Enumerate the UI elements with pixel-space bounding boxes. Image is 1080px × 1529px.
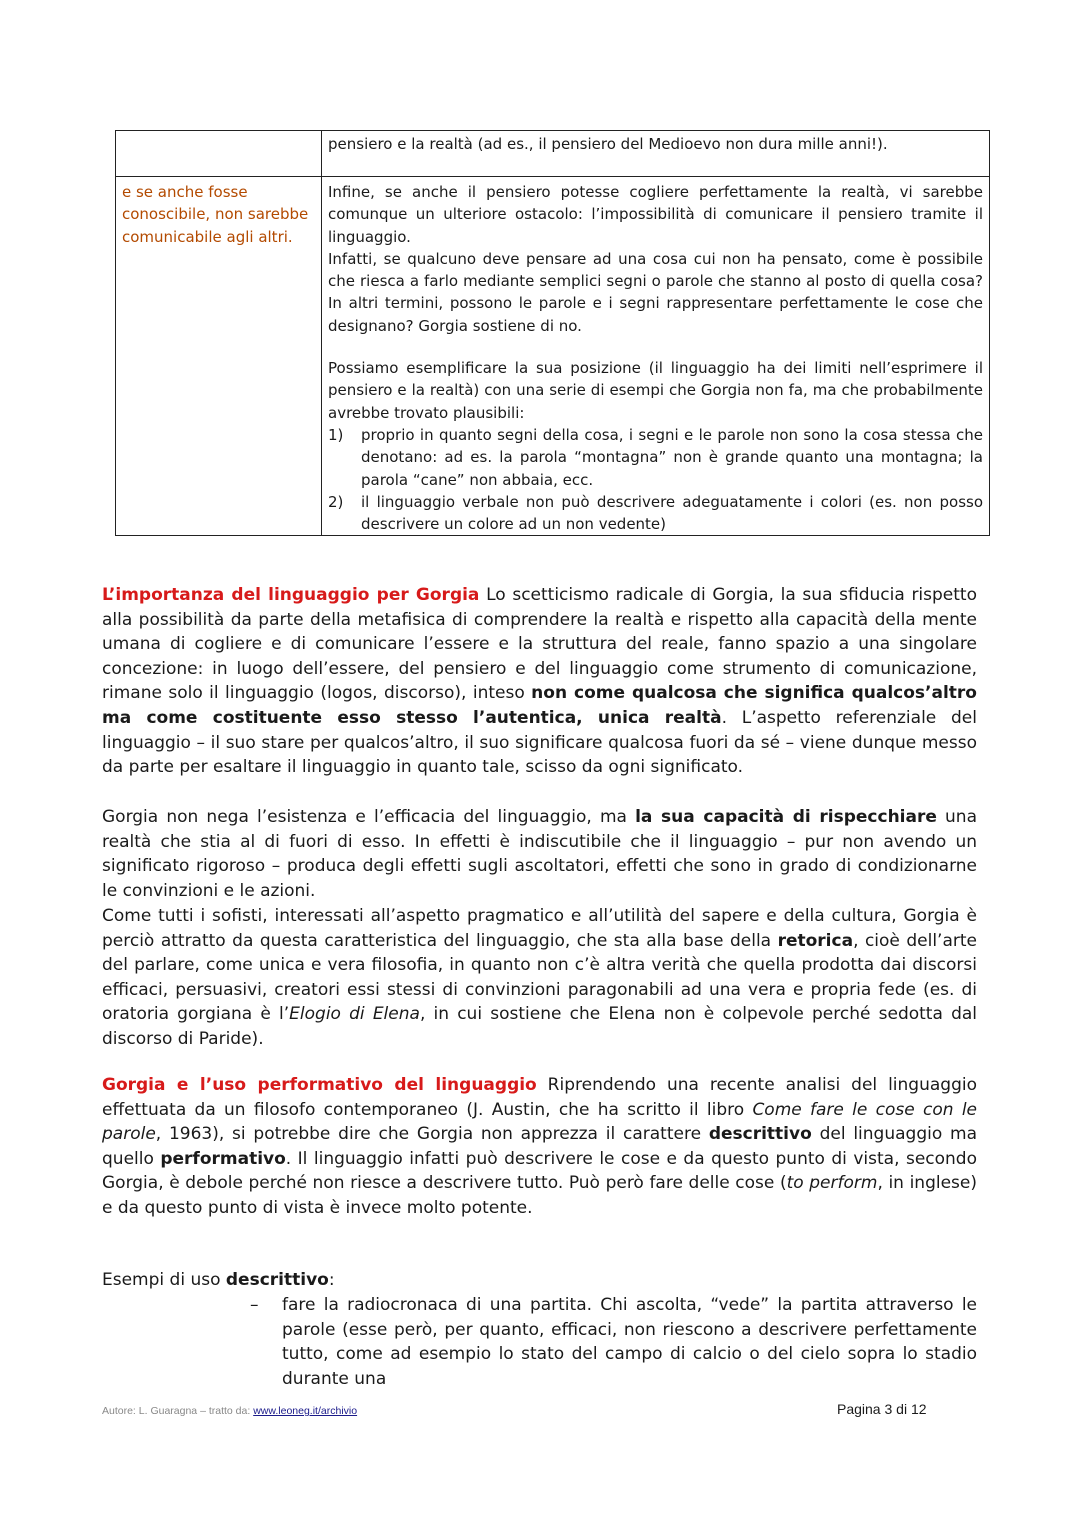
text-run: , in inglese) e da questo punto di vista è invece molto potente.	[102, 1173, 977, 1218]
italic-run: Come fare le cose con le parole	[102, 1099, 977, 1145]
numbered-list	[328, 424, 983, 535]
list-number: 1)	[328, 425, 344, 444]
cell-label: e se anche fosse conoscibile, non sarebbe comunicabile agli altri.	[122, 183, 309, 246]
text-run: una realtà che stia al di fuori di esso. In effetti è indiscutibile che il linguaggio – pur non avendo un significato rigoroso – produca degli effetti sugli ascoltatori, effetti che sono in grado di condizionarne le convinzioni e le azioni.	[102, 807, 977, 901]
table-row	[116, 131, 990, 177]
bullet-item: fare la radiocronaca di una partita. Chi ascolta, “vede” la partita attraverso le parole (esse però, per quanto, efficaci, non riescono a descrivere perfettamente tutto, come ad esempio lo stato del campo di calcio o del cielo sopra lo stadio durante una	[282, 1295, 977, 1389]
cell-text: pensiero e la realtà (ad es., il pensiero del Medioevo non dura mille anni!).	[328, 135, 888, 153]
table-cell-left-empty	[116, 131, 322, 177]
content-table	[115, 130, 990, 536]
text-run: , 1963), si potrebbe dire che Gorgia non apprezza il carattere	[155, 1124, 709, 1145]
bullet-dash: –	[250, 1295, 259, 1315]
bold-run: non come qualcosa che significa qualcos’altro ma come costituente esso stesso l’autentica, unica realtà	[102, 683, 977, 728]
bold-run: descrittivo	[225, 1270, 329, 1290]
text-run: :	[328, 1270, 335, 1290]
footer-author-text: Autore: L. Guaragna – tratto da:	[102, 1405, 254, 1417]
page-number: Pagina 3 di 12	[837, 1401, 927, 1417]
paragraph-importanza	[102, 583, 977, 780]
cell-paragraph: Possiamo esemplificare la sua posizione (il linguaggio ha dei limiti nell’esprimere il pensiero e la realtà) con una serie di esempi che Gorgia non fa, ma che probabilmente avrebbe trovato plausibili:	[328, 359, 983, 422]
footer-link[interactable]: www.leoneg.it/archivio	[253, 1405, 358, 1417]
italic-run: to perform	[786, 1173, 878, 1194]
list-item	[328, 424, 983, 491]
bold-run: descrittivo	[708, 1124, 812, 1145]
table-row	[116, 177, 990, 536]
bold-run: retorica	[777, 930, 854, 951]
text-run: Gorgia non nega l’esistenza e l’efficacia del linguaggio, ma	[102, 807, 636, 827]
text-run: , cioè dell’arte del parlare, come unica e vera filosofia, in quanto non c’è altra verità che quella prodotta dai discorsi efficaci, persuasivi, creatori essi stessi di convinzioni paragonabili ad una vera e propria fede (es. di oratoria gorgiana è l’	[102, 930, 977, 1025]
list-item	[328, 491, 983, 536]
text-run: . Il linguaggio infatti può descrivere le cose e da questo punto di vista, secondo Gorgia, è debole perché non riesce a descrivere tutto. Può però fare delle cose (	[102, 1148, 977, 1194]
text-run: Lo scetticismo radicale di Gorgia, la sua sfiducia rispetto alla possibilità da parte della metafisica di comprendere la realtà e rispetto alla capacità della mente umana di cogliere e di comunicare l’essere e la struttura del reale, fanno spazio a una singolare concezione: in luogo dell’essere, del pensiero e del linguaggio come strumento di comunicazione, rimane solo il linguaggio (logos, discorso), inteso	[102, 585, 977, 704]
italic-run: Elogio di Elena	[289, 1004, 420, 1025]
text-run: . L’aspetto referenziale del linguaggio – il suo stare per qualcos’altro, il suo significare qualcosa fuori da sé – viene dunque messo da parte per esaltare il linguaggio in quanto tale, scisso da ogni significato.	[102, 707, 977, 778]
section-heading: Gorgia e l’uso performativo del linguaggio	[102, 1075, 537, 1095]
table-cell-left	[116, 177, 322, 536]
text-run: del linguaggio ma quello	[102, 1124, 977, 1169]
bold-run: performativo	[160, 1148, 286, 1169]
text-run: Come tutti i sofisti, interessati all’aspetto pragmatico e all’utilità del sapere e della cultura, Gorgia è perciò attratto da questa caratteristica del linguaggio, che sta alla base della	[102, 906, 977, 951]
table-cell-right	[322, 177, 990, 536]
list-item-text: il linguaggio verbale non può descrivere adeguatamente i colori (es. non posso descrivere un colore ad un non vedente)	[361, 492, 983, 534]
bold-run: la sua capacità di rispecchiare	[635, 807, 937, 827]
examples-label	[102, 1268, 335, 1293]
list-item-text: proprio in quanto segni della cosa, i segni e le parole non sono la cosa stessa che denotano: ad es. la parola “montagna” non è grande quanto una montagna; la parola “cane” non abbaia, ecc.	[361, 425, 983, 489]
cell-paragraph: Infine, se anche il pensiero potesse cogliere perfettamente la realtà, vi sarebbe comunque un ulteriore ostacolo: l’impossibilità di comunicare il pensiero tramite il linguaggio.	[328, 183, 983, 246]
paragraph-3	[102, 904, 977, 1052]
text-run: , in cui sostiene che Elena non è colpevole perché sedotta dal discorso di Paride).	[102, 1004, 977, 1049]
paragraph-2	[102, 805, 977, 903]
list-number: 2)	[328, 492, 344, 511]
paragraph-performativo	[102, 1073, 977, 1221]
cell-paragraph: Infatti, se qualcuno deve pensare ad una cosa cui non ha pensato, come è possibile che riesca a farlo mediante semplici segni o parole che stanno al posto di quella cosa? In altri termini, possono le parole e i segni rappresentare perfettamente le cose che designano? Gorgia sostiene di no.	[328, 249, 983, 335]
section-heading: L’importanza del linguaggio per Gorgia	[102, 585, 480, 605]
text-run: Esempi di uso	[102, 1270, 226, 1290]
text-run: Riprendendo una recente analisi del linguaggio effettuata da un filosofo contemporaneo (J. Austin, che ha scritto il libro	[102, 1075, 977, 1120]
table-cell-right	[322, 131, 990, 177]
footer-author	[102, 1405, 357, 1417]
